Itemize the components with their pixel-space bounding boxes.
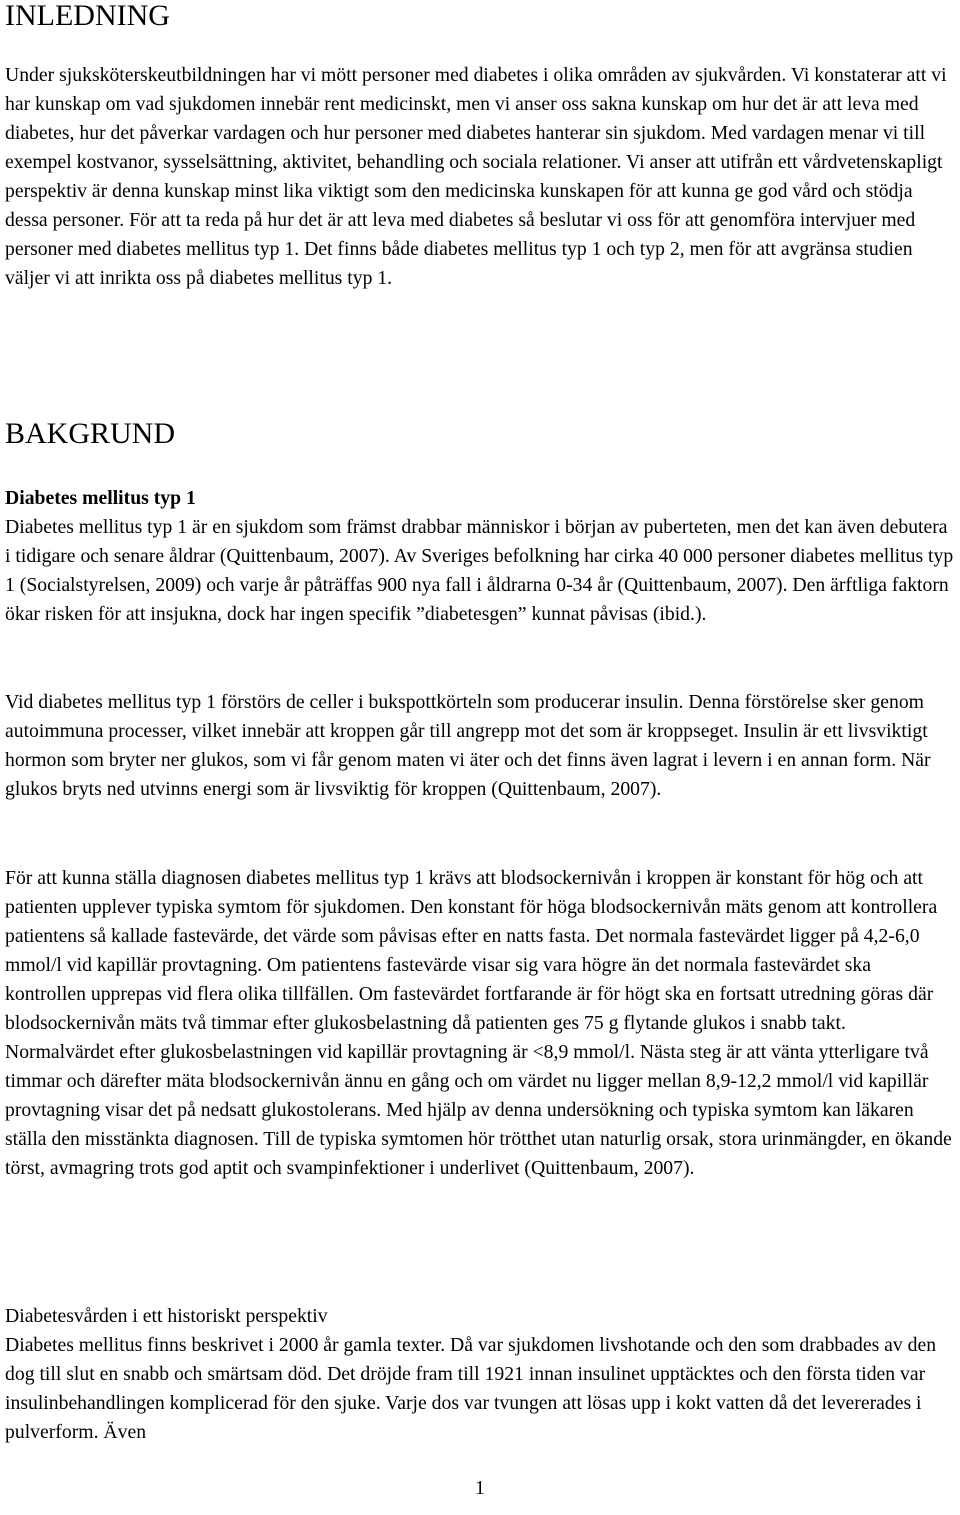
subheading-historiskt-perspektiv: Diabetesvården i ett historiskt perspektiv bbox=[5, 1305, 328, 1327]
paragraph-background-1: Diabetes mellitus typ 1 är en sjukdom som främst drabbar människor i början av puberteten, men det kan även debutera i tidigare och senare åldrar (Quittenbaum, 2007). Av Sveriges befolkning har cirka 40 000 personer diabetes mellitus typ 1 (Socialstyrelsen, 2009) och varje år påträffas 900 nya fall i åldrarna 0-34 år (Quittenbaum, 2007). Den ärftliga faktorn ökar risken för att insjukna, dock har ingen specifik ”diabetesgen” kunnat påvisas (ibid.). bbox=[5, 516, 954, 625]
heading-inledning: INLEDNING bbox=[5, 0, 170, 32]
paragraph-background-2: Vid diabetes mellitus typ 1 förstörs de celler i bukspottkörteln som producerar insulin. Denna förstörelse sker genom autoimmuna processer, vilket innebär att kroppen går till angrepp mot det som är kroppseget. Insulin är ett livsviktigt hormon som bryter ner glukos, som vi får genom maten vi äter och det finns även lagrat i levern i en annan form. När glukos bryts ned utvinns energi som är livsviktig för kroppen (Quittenbaum, 2007). bbox=[5, 691, 931, 800]
heading-bakgrund: BAKGRUND bbox=[5, 417, 176, 450]
page-number: 1 bbox=[475, 1477, 485, 1499]
paragraph-background-3: För att kunna ställa diagnosen diabetes mellitus typ 1 krävs att blodsockernivån i kroppen är konstant för hög och att patienten upplever typiska symtom för sjukdomen. Den konstant för höga blodsockernivån mäts genom att kontrollera patientens så kallade fastevärde, det värde som påvisas efter en natts fasta. Det normala fastevärdet ligger på 4,2-6,0 mmol/l vid kapillär provtagning. Om patientens fastevärde visar sig vara högre än det normala fastevärdet ska kontrollen upprepas vid flera olika tillfällen. Om fastevärdet fortfarande är för högt ska en fortsatt utredning göras där blodsockernivån mäts två timmar efter glukosbelastning då patienten ges 75 g flytande glukos i snabb takt. Normalvärdet efter glukosbelastningen vid kapillär provtagning är <8,9 mmol/l. Nästa steg är att vänta ytterligare två timmar och därefter mäta blodsockernivån ännu en gång och om värdet nu ligger mellan 8,9-12,2 mmol/l vid kapillär provtagning visar det på nedsatt glukostolerans. Med hjälp av denna undersökning och typiska symtom kan läkaren ställa den misstänkta diagnosen. Till de typiska symtomen hör trötthet utan naturlig orsak, stora urinmängder, en ökande törst, avmagring trots god aptit och svampinfektioner i underlivet (Quittenbaum, 2007). bbox=[5, 867, 952, 1179]
subheading-diabetes-mellitus-typ-1: Diabetes mellitus typ 1 bbox=[5, 487, 196, 509]
paragraph-intro: Under sjuksköterskeutbildningen har vi mött personer med diabetes i olika områden av sjukvården. Vi konstaterar att vi har kunskap om vad sjukdomen innebär rent medicinskt, men vi anser oss sakna kunskap om hur det är att leva med diabetes, hur det påverkar vardagen och hur personer med diabetes hanterar sin sjukdom. Med vardagen menar vi till exempel kostvanor, sysselsättning, aktivitet, behandling och sociala relationer. Vi anser att utifrån ett vårdvetenskapligt perspektiv är denna kunskap minst lika viktigt som den medicinska kunskapen för att kunna ge god vård och stödja dessa personer. För att ta reda på hur det är att leva med diabetes så beslutar vi oss för att genomföra intervjuer med personer med diabetes mellitus typ 1. Det finns både diabetes mellitus typ 1 och typ 2, men för att avgränsa studien väljer vi att inrikta oss på diabetes mellitus typ 1. bbox=[5, 64, 947, 289]
paragraph-history: Diabetes mellitus finns beskrivet i 2000 år gamla texter. Då var sjukdomen livshotande och den som drabbades av den dog till slut en snabb och smärtsam död. Det dröjde fram till 1921 innan insulinet upptäcktes och den första tiden var insulinbehandlingen komplicerad för den sjuke. Varje dos var tvungen att lösas upp i kokt vatten då det levererades i pulverform. Även bbox=[5, 1334, 937, 1443]
